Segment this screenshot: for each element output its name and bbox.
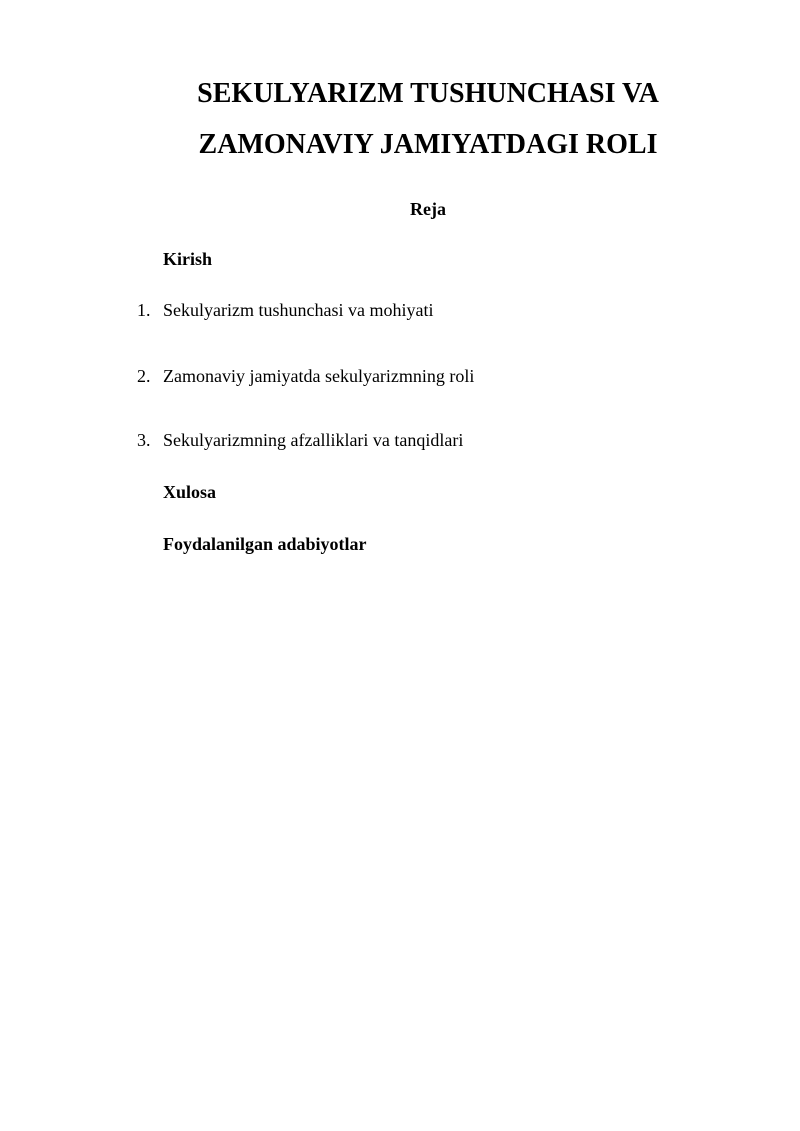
- list-item-number: 2.: [137, 366, 151, 386]
- plan-list-item: [137, 299, 433, 321]
- list-item-text: Zamonaviy jamiyatda sekulyarizmning roli: [163, 366, 475, 386]
- document-title-line-1: SEKULYARIZM TUSHUNCHASI VA: [197, 78, 659, 109]
- list-item-number: 1.: [137, 300, 151, 320]
- document-title-line-2: ZAMONAVIY JAMIYATDAGI ROLI: [198, 129, 658, 160]
- plan-list-item: [137, 365, 474, 387]
- plan-list-item: [137, 429, 463, 451]
- intro-heading: Kirish: [163, 249, 213, 269]
- list-item-number: 3.: [137, 430, 151, 450]
- references-heading: Foydalanilgan adabiyotlar: [163, 534, 367, 554]
- conclusion-heading: Xulosa: [163, 482, 217, 502]
- plan-heading: Reja: [410, 199, 446, 219]
- list-item-text: Sekulyarizm tushunchasi va mohiyati: [163, 300, 434, 320]
- list-item-text: Sekulyarizmning afzalliklari va tanqidlari: [163, 430, 464, 450]
